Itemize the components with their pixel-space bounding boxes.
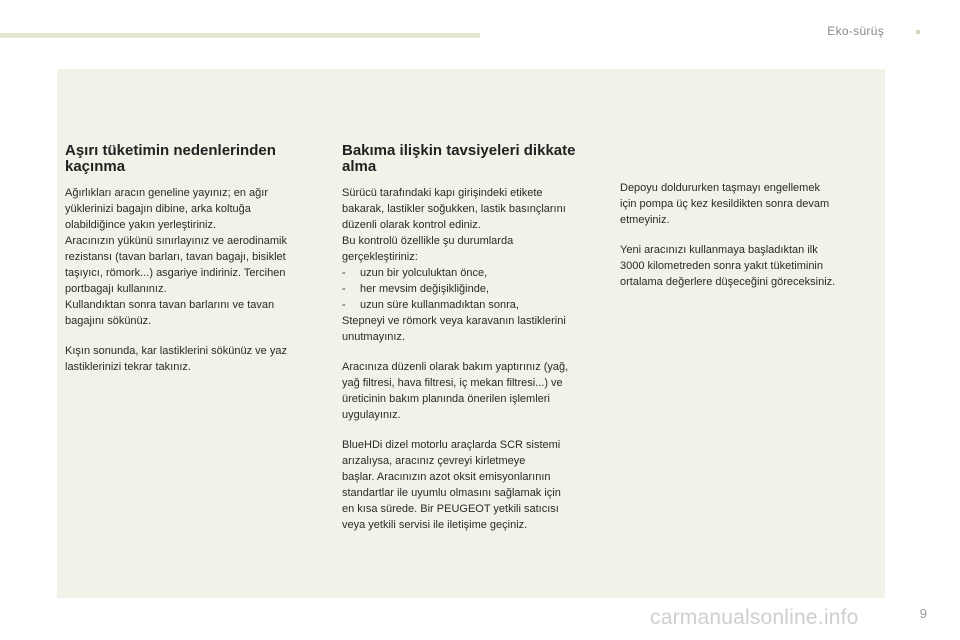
bullet-dash: - xyxy=(342,283,346,295)
text-line: BlueHDi dizel motorlu araçlarda SCR sistemi xyxy=(342,439,561,451)
text-line: yağ filtresi, hava filtresi, iç mekan filtresi...) ve xyxy=(342,377,563,389)
text-line: Stepneyi ve römork veya karavanın lastiklerini xyxy=(342,315,566,327)
text-line: düzenli olarak kontrol ediniz. xyxy=(342,219,481,231)
text-line: üreticinin bakım planında önerilen işlemleri xyxy=(342,393,550,405)
text-line: Kışın sonunda, kar lastiklerini sökünüz ve yaz xyxy=(65,345,287,357)
text-line: en kısa sürede. Bir PEUGEOT yetkili satıcısı xyxy=(342,503,559,515)
column-excess-consumption xyxy=(65,143,315,389)
bullet-dash: - xyxy=(342,267,346,279)
bullet-text: uzun süre kullanmadıktan sonra, xyxy=(360,299,519,311)
text-line: 3000 kilometreden sonra yakıt tüketiminin xyxy=(620,260,823,272)
text-line: bagajını sökünüz. xyxy=(65,315,152,327)
text-line: veya yetkili servisi ile iletişime geçiniz. xyxy=(342,519,528,531)
text-line: yüklerinizi bagajın dibine, arka koltuğa xyxy=(65,203,251,215)
text-line: Kullandıktan sonra tavan barlarını ve tavan xyxy=(65,299,275,311)
text-line: uygulayınız. xyxy=(342,409,401,421)
text-line: unutmayınız. xyxy=(342,331,405,343)
header-accent-bar xyxy=(0,33,480,38)
text-line: Ağırlıkları aracın geneline yayınız; en ağır xyxy=(65,187,268,199)
bullet-text: her mevsim değişikliğinde, xyxy=(360,283,489,295)
heading-maintenance-advice: Bakıma ilişkin tavsiyeleri dikkate alma xyxy=(342,142,576,175)
bullet-item xyxy=(342,281,604,297)
paragraph-scr-system xyxy=(342,437,604,533)
bullet-item xyxy=(342,297,604,313)
bullet-dash: - xyxy=(342,299,346,311)
paragraph-servicing xyxy=(342,359,604,423)
text-line: Sürücü tarafındaki kapı girişindeki etikete xyxy=(342,187,543,199)
paragraph-winter-tyres xyxy=(65,343,315,375)
paragraph-refuelling xyxy=(620,180,870,228)
text-line: standartlar ile uyumlu olmasını sağlamak için xyxy=(342,487,561,499)
paragraph-tyre-pressure xyxy=(342,185,604,345)
text-line: Depoyu doldururken taşmayı engellemek xyxy=(620,182,820,194)
text-line: olabildiğince yakın yerleştiriniz. xyxy=(65,219,217,231)
heading-excess-consumption: Aşırı tüketimin nedenlerinden kaçınma xyxy=(65,142,276,175)
text-line: Bu kontrolü özellikle şu durumlarda xyxy=(342,235,514,247)
text-line: etmeyiniz. xyxy=(620,214,670,226)
text-line: başlar. Aracınızın azot oksit emisyonlarının xyxy=(342,471,551,483)
text-line: rezistansı (tavan barları, tavan bagajı, bisiklet xyxy=(65,251,286,263)
paragraph-load-distribution xyxy=(65,185,315,329)
section-marker xyxy=(916,30,920,34)
text-line: bakarak, lastikler soğukken, lastik basınçlarını xyxy=(342,203,566,215)
bullet-item xyxy=(342,265,604,281)
text-line: Aracınıza düzenli olarak bakım yaptırınız (yağ, xyxy=(342,361,569,373)
text-line: taşıyıcı, römork...) asgariye indiriniz. Tercihen xyxy=(65,267,286,279)
watermark: carmanualsonline.info xyxy=(650,606,859,629)
column-fuel-tips xyxy=(620,180,870,304)
text-line: arızalıysa, aracınız çevreyi kirletmeye xyxy=(342,455,526,467)
text-line: portbagajı kullanınız. xyxy=(65,283,167,295)
text-line: Yeni aracınızı kullanmaya başladıktan ilk xyxy=(620,244,818,256)
page-number: 9 xyxy=(919,606,927,621)
content-panel xyxy=(57,69,885,598)
section-title: Eko-sürüş xyxy=(827,24,884,38)
paragraph-new-vehicle xyxy=(620,242,870,290)
column-maintenance-advice xyxy=(342,143,604,547)
text-line: için pompa üç kez kesildikten sonra devam xyxy=(620,198,830,210)
text-line: Aracınızın yükünü sınırlayınız ve aerodinamik xyxy=(65,235,287,247)
text-line: gerçekleştiriniz: xyxy=(342,251,418,263)
bullet-text: uzun bir yolculuktan önce, xyxy=(360,267,488,279)
text-line: ortalama değerlere düşeceğini göreceksiniz. xyxy=(620,276,836,288)
text-line: lastiklerinizi tekrar takınız. xyxy=(65,361,191,373)
